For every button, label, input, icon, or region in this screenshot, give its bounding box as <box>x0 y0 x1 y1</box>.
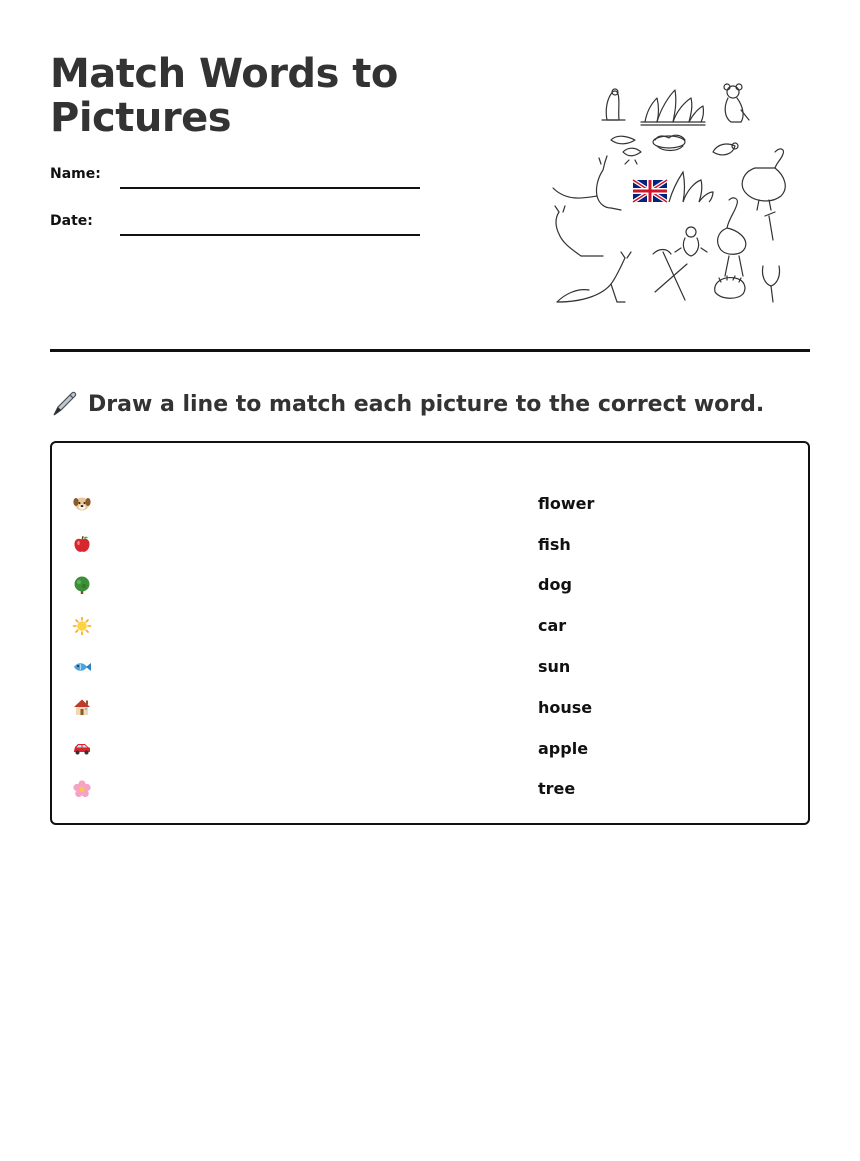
picture-item[interactable] <box>72 565 92 606</box>
picture-item[interactable] <box>72 728 92 769</box>
slingshot-outline <box>762 266 779 302</box>
apple-icon <box>72 534 92 554</box>
dog-icon <box>72 493 92 513</box>
date-label: Date: <box>50 213 93 229</box>
sun-icon <box>72 616 92 636</box>
picture-item[interactable] <box>72 687 92 728</box>
stick-outline <box>765 212 775 240</box>
food-outline <box>653 135 685 150</box>
pickaxe-outline <box>653 250 687 301</box>
small-koala-outline <box>675 227 707 256</box>
picture-item[interactable] <box>72 605 92 646</box>
kangaroo-outline-2 <box>555 206 603 256</box>
tree-icon <box>72 575 92 595</box>
words-column <box>538 483 594 809</box>
car-icon <box>72 738 92 758</box>
meerkat-outline <box>602 89 625 120</box>
word-item[interactable]: flower <box>538 493 595 513</box>
emu-standing-outline <box>718 198 746 276</box>
kangaroo-outline-3 <box>557 252 631 302</box>
flower-icon <box>72 779 92 799</box>
pencil-icon <box>50 389 80 419</box>
name-label: Name: <box>50 166 101 182</box>
name-field <box>50 166 420 190</box>
bird-right-outline <box>713 143 738 155</box>
picture-item[interactable] <box>72 769 92 810</box>
section-divider <box>50 349 810 352</box>
opera-house-outline <box>641 90 705 125</box>
matching-box <box>50 441 810 825</box>
kangaroo-outline-1 <box>553 156 621 210</box>
word-item[interactable]: sun <box>538 657 571 677</box>
word-item[interactable]: tree <box>538 779 576 799</box>
australia-clipart-illustration <box>545 80 790 310</box>
word-item[interactable]: dog <box>538 575 572 595</box>
opera-house-small-outline <box>669 172 713 202</box>
birds-outline <box>611 136 641 164</box>
name-write-line[interactable] <box>120 187 420 189</box>
picture-item[interactable] <box>72 646 92 687</box>
pictures-column <box>72 483 92 809</box>
union-jack-flag-icon <box>633 180 667 202</box>
word-item[interactable]: fish <box>538 534 571 554</box>
date-write-line[interactable] <box>120 234 420 236</box>
word-item[interactable]: house <box>538 697 593 717</box>
word-item[interactable]: car <box>538 616 567 636</box>
house-icon <box>72 697 92 717</box>
picture-item[interactable] <box>72 483 92 524</box>
fish-icon <box>72 657 92 677</box>
word-item[interactable]: apple <box>538 738 589 758</box>
worksheet-title: Match Words to Pictures <box>50 51 398 141</box>
instruction-text: Draw a line to match each picture to the correct word. <box>88 391 765 417</box>
date-field <box>50 213 420 237</box>
echidna-outline <box>715 276 745 298</box>
picture-item[interactable] <box>72 524 92 565</box>
koala-outline <box>724 84 749 122</box>
emu-outline <box>742 149 785 210</box>
instruction-heading <box>50 388 810 420</box>
